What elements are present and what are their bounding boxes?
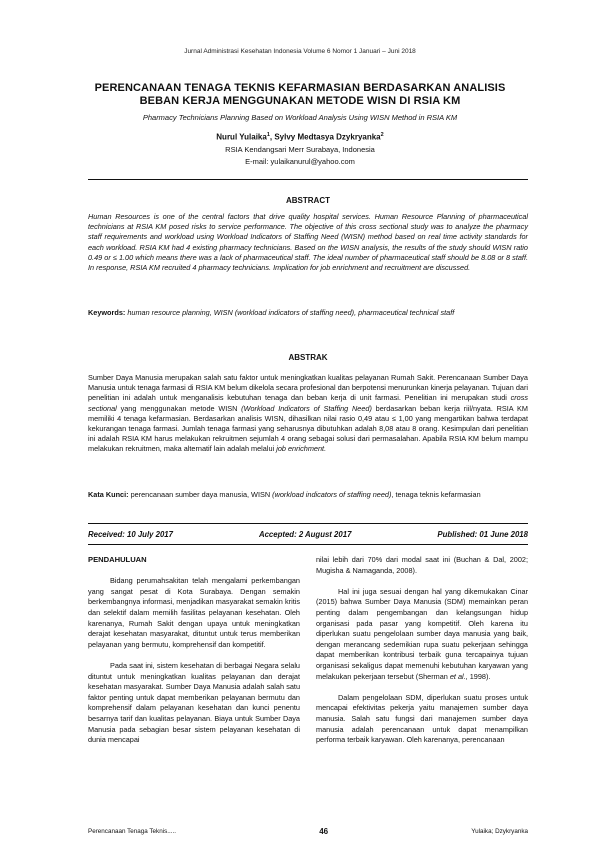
abstrak-text-c: berdasarkan beban kerja riil/nyata. RSIA KM memiliki 4 tenaga kefarmasian. Berdasarkan analisis WISN, dihasilkan nilai rasio 0,49 atau ≤ 1,00 yang mengartikan bahwa terdapat kekurangan tenaga farmasi. Jumlah tenaga farmasi yang seharusnya dibutuhkan adalah 8,08 atau 8 orang. Kesimpulan dari penelitian ini adalah RSIA KM harus melakukan rekruitmen sejumlah 4 orang sebagai solusi dari permasalahan. Apabila RSIA KM belum mampu melakukan rekruitmen, maka alternatif lain adalah melalui [88,403,528,454]
accepted-date: Accepted: 2 August 2017 [258,530,352,539]
english-subtitle: Pharmacy Technicians Planning Based on Workload Analysis Using WISN Method in RSIA KM [142,113,458,122]
author-2-affil-mark: 2 [380,132,384,138]
affiliation: RSIA Kendangsari Merr Surabaya, Indonesia [225,145,375,154]
page-number: 46 [319,827,329,836]
kata-kunci-b: , tenaga teknis kefarmasian [391,490,481,499]
abstrak-heading: ABSTRAK [288,353,328,362]
right-paragraph-2: Dalam pengelolaan SDM, diperlukan suatu proses untuk mencapai efektivitas pekerja yaitu manajemen sumber daya manusia. Salah satu fungsi dari manajemen sumber daya manusia adalah perencanaan untuk dapat menampilkan performa terbaik karyawan. Oleh karenanya, perencanaan [316,692,528,745]
authors [60,132,540,142]
right-paragraph-1-a: Hal ini juga sesuai dengan hal yang dikemukakan Cinar (2015) bahwa Sumber Daya Manusia (SDM) memainkan peran penting dalam pengembangan dan kelangsungan hidup organisasi pada pasar yang kompetitif. Oleh karena itu diperlukan suatu pengelolaan sumber daya manusia yang baik, dengan merancang sedemikian rupa suatu pekerjaan sehingga dapat memberikan kontribusi terbaik guna tercapainya tujuan organisasi sekaligus dapat memenuhi kebutuhan karyawan yang melakukan pekerjaan tersebut (Sherman [316,586,528,681]
journal-header: Jurnal Administrasi Kesehatan Indonesia Volume 6 Nomor 1 Januari – Juni 2018 [184,48,416,55]
published-date: Published: 01 June 2018 [437,530,528,539]
abstrak-text [88,373,528,455]
dates-top-rule [88,523,528,524]
title-line-2: BEBAN KERJA MENGGUNAKAN METODE WISN DI RSIA KM [139,95,461,107]
author-1: Nurul Yulaika [216,132,267,142]
author-2: Sylvy Medtasya Dzykryanka [274,132,381,142]
right-paragraph-1-b: ., 1998). [463,671,491,681]
abstrak-text-a-italic: cross sectional [88,393,528,413]
keywords-value: human resource planning, WISN (workload indicators of staffing need), pharmaceutical technical staff [127,308,455,317]
email: E-mail: yulaikanurul@yahoo.com [245,157,355,166]
kata-kunci-a: perencanaan sumber daya manusia, WISN [130,490,273,499]
abstract-top-rule [88,179,528,180]
page-footer [88,827,528,836]
left-column [88,555,300,746]
keywords-label: Keywords: [88,308,126,317]
dates-bar [88,530,528,539]
received-date: Received: 10 July 2017 [88,530,173,539]
author-1-affil-mark: 1 [266,132,270,138]
author-separator: , [269,132,275,142]
right-column [316,555,528,746]
right-paragraph-1-italic: et al [449,671,464,681]
footer-authors: Yulaika; Dzykryanka [471,828,528,835]
abstrak-keywords [88,490,528,500]
kata-kunci-italic: (workload indicators of staffing need) [272,490,392,499]
abstrak-text-a: Sumber Daya Manusia merupakan salah satu faktor untuk meningkatkan kualitas pelayanan Rumah Sakit. Perencanaan Sumber Daya Manusia untuk tenaga farmasi di RSIA KM belum dikelola secara profesional dan berpotensi menurunkan kinerja pelayanan. Tujuan dari penelitian ini adalah untuk menganalisis kebutuhan tenaga dan beban kerja di unit farmasi. Penelitian ini merupakan studi [88,373,528,403]
abstrak-text-c-italic: job enrichment. [276,444,327,454]
dates-bottom-rule [88,544,528,545]
footer-running-title: Perencanaan Tenaga Teknis..... [88,828,176,835]
abstract-heading: ABSTRACT [286,196,330,205]
abstract-text: Human Resources is one of the central factors that drive quality hospital services. Human Resource Planning of pharmaceutical technicians at RSIA KM posed risks to service performance. The objective of this cross sectional study was to analyze the pharmacy staff requirements and workload using Workload Indicators of Staffing Need (WISN) method based on real time activity standards for each workload. RSIA KM had 4 existing pharmacy technicians. Based on the WISN analysis, the results of the study should WISN ratio 0.49 or ≤ 1.00 which means there was a lack of pharmaceutical staff. The ideal number of pharmaceutical staff should be 8.08 or 8 staff. In response, RSIA KM recruited 4 pharmacy technicians. Implication for job enrichment and recruitment are discussed. [88,212,528,273]
right-paragraph-0: nilai lebih dari 70% dari modal saat ini (Buchan & Dal, 2002; Mugisha & Namaganda, 2008). [316,555,528,575]
right-paragraph-1 [316,587,528,682]
abstrak-text-b-italic: (Workload Indicators of Staffing Need) [241,403,372,413]
left-paragraph-2: Pada saat ini, sistem kesehatan di berbagai Negara selalu dituntut untuk meningkatkan kualitas pelayanan dan derajat kesehatan masyarakat. Sumber Daya Manusia adalah salah satu faktor penting untuk dapat memberikan pelayanan bermutu dan komprehensif dalam pelayanan kesehatan dan kunci penentu besarnya tarif dan kualitas pelayanan. Biaya untuk Sumber Daya Manusia pada sebagian besar sistem pelayanan kesehatan di dunia mencapai [88,660,300,745]
kata-kunci-label: Kata Kunci: [88,490,129,499]
paper-title [60,82,540,108]
left-paragraph-1: Bidang perumahsakitan telah mengalami perkembangan yang sangat pesat di Kota Surabaya. Dengan semakin berkembangnya informasi, menjadikan masyarakat semakin kritis dan selektif dalam memilih fasilitas pelayanan kesehatan. Oleh karenanya, Rumah Sakit dengan upaya untuk meningkatkan derajat kesehatan masyarakat, dituntut untuk terus memberikan pelayanan yang bermutu, komprehensif dan kompetitif. [88,576,300,649]
section-heading-pendahuluan: PENDAHULUAN [88,555,147,564]
abstrak-text-b: yang menggunakan metode WISN [116,403,242,413]
title-line-1: PERENCANAAN TENAGA TEKNIS KEFARMASIAN BERDASARKAN ANALISIS [94,82,506,94]
abstract-keywords [88,308,528,318]
